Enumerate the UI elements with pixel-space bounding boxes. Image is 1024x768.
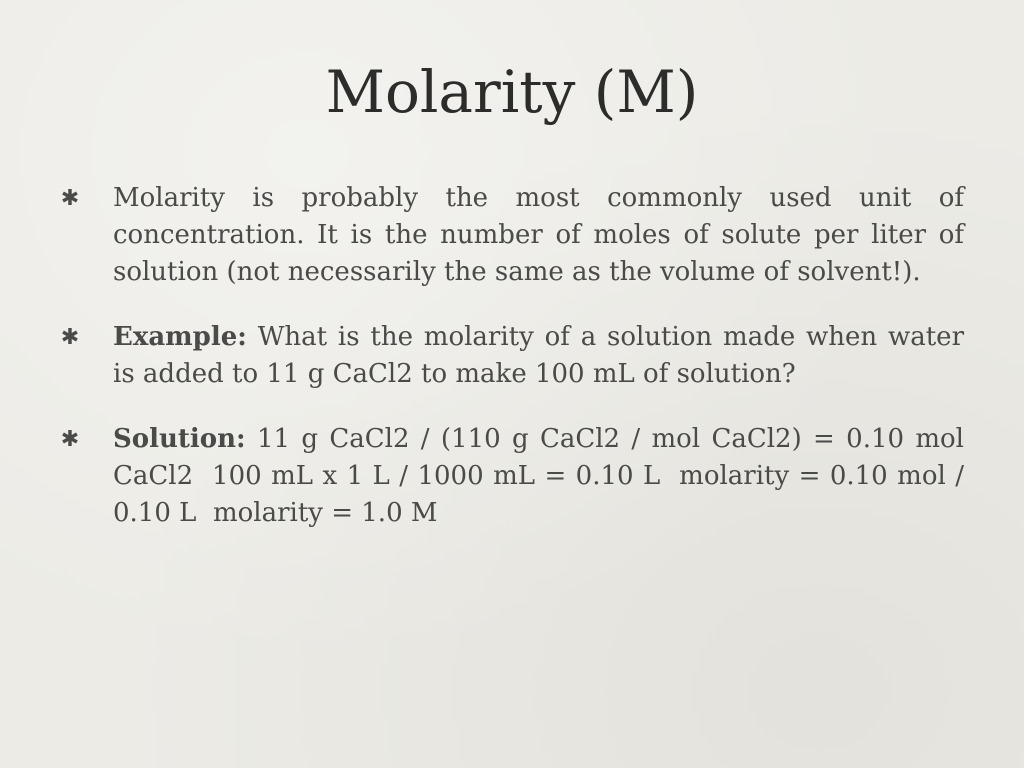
bullet-item-example <box>60 319 964 393</box>
bullet-lead-example: Example: <box>113 322 247 352</box>
bullet-text: 11 g CaCl2 / (110 g CaCl2 / mol CaCl2) = 0.10 mol CaCl2 100 mL x 1 L / 1000 mL = 0.10 L molarity = 0.10 mol / 0.10 L molarity = 1.0 M <box>113 424 973 528</box>
slide-title: Molarity (M) <box>325 58 699 126</box>
bullet-list <box>60 180 973 560</box>
star-bullet-icon: ✱ <box>60 427 80 452</box>
bullet-item-definition <box>60 180 964 291</box>
bullet-lead-solution: Solution: <box>113 424 246 454</box>
star-bullet-icon: ✱ <box>60 325 80 350</box>
bullet-text: What is the molarity of a solution made when water is added to 11 g CaCl2 to make 100 mL of solution? <box>113 322 964 389</box>
bullet-text: Molarity is probably the most commonly used unit of concentration. It is the number of moles of solute per liter of solution (not necessarily the same as the volume of solvent!). <box>113 183 964 287</box>
star-bullet-icon: ✱ <box>60 186 80 211</box>
bullet-item-solution <box>60 421 973 532</box>
